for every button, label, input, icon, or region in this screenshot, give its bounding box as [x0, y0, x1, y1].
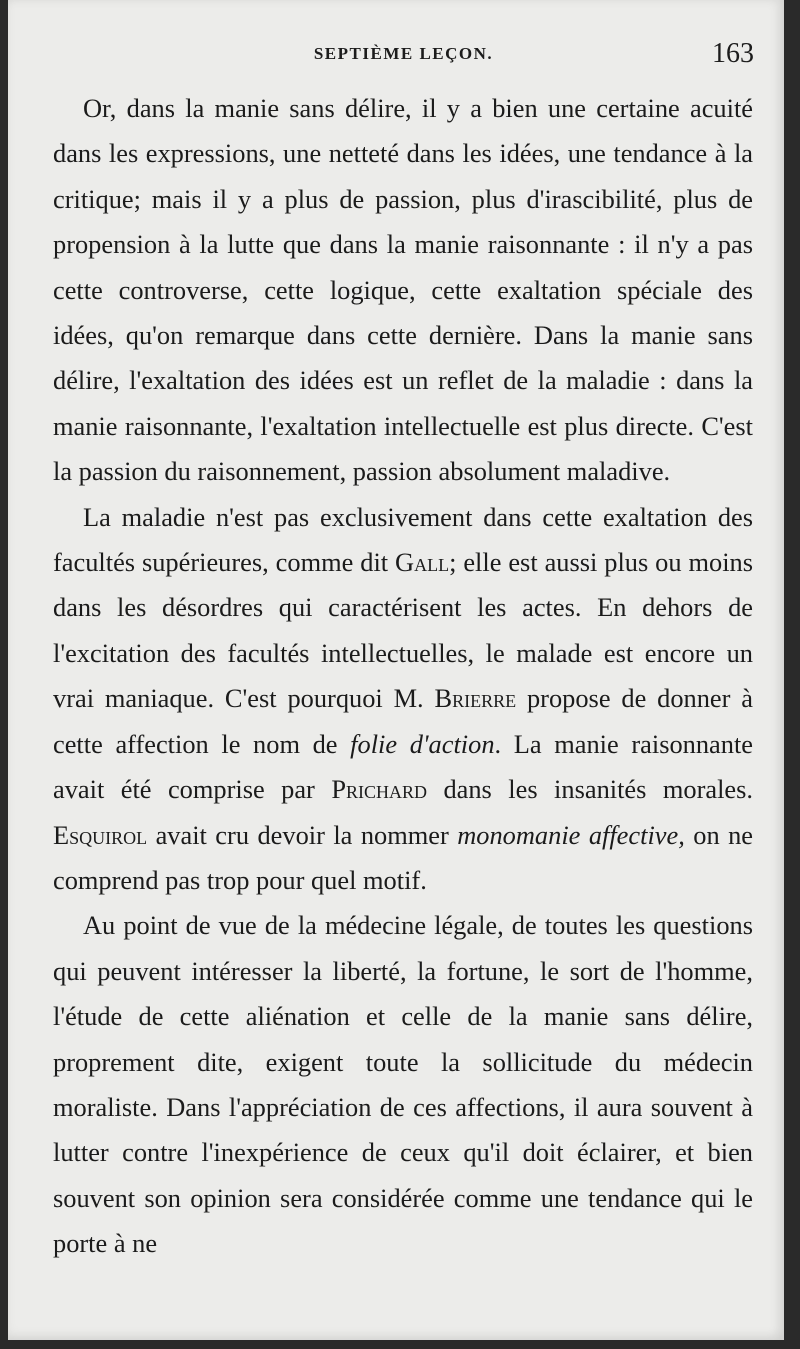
text-segment: Or, dans la manie sans délire, il y a bien une certaine acuité dans les expressions, une netteté dans les idées, une tendance à la critique; mais il y a plus de passion, plus d'irascibilité, plus de propension à la lutte que dans la manie raisonnante : il n'y a pas cette controverse, cette logique, cette exaltation spéciale des idées, qu'on remarque dans cette dernière. Dans la manie sans délire, l'exaltation des idées est un reflet de la maladie : dans la manie raisonnante, l'exaltation intellectuelle est plus directe. C'est la passion du raisonnement, passion absolument maladive. — [53, 93, 753, 487]
text-segment: ; elle est aussi plus ou moins dans les désordres qui caractérisent les actes. En dehors de l'excitation des facultés intellectuelles, le malade est encore un vrai maniaque. C'est pourquoi M. — [53, 547, 753, 714]
book-page — [8, 0, 784, 1340]
emphasis-monomanie-affective: monomanie affective, — [457, 819, 685, 850]
paragraph-3 — [53, 903, 753, 1266]
author-name-esquirol: Esquirol — [53, 819, 148, 850]
text-segment: . La manie raisonnante avait été comprise par — [53, 728, 754, 805]
text-segment: dans les insanités morales. — [427, 774, 754, 805]
page-header — [53, 38, 754, 82]
text-segment: avait cru devoir la nommer — [147, 819, 458, 850]
emphasis-folie-d-action: folie d'action — [350, 728, 495, 759]
text-segment: propose de donner à cette affection le nom de — [53, 683, 753, 759]
author-name-gall: Gall — [395, 547, 450, 578]
body-text — [53, 86, 753, 1267]
text-segment: La maladie n'est pas exclusivement dans cette exaltation des facultés supérieures, comme dit — [53, 501, 753, 578]
author-name-prichard: Prichard — [331, 774, 427, 805]
author-name-brierre: Brierre — [434, 683, 517, 714]
page-number: 163 — [712, 38, 754, 69]
paragraph-1 — [53, 86, 753, 495]
text-segment: Au point de vue de la médecine légale, de toutes les questions qui peuvent intéresser la liberté, la fortune, le sort de l'homme, l'étude de cette aliénation et celle de la manie sans délire, proprement dite, exigent toute la sollicitude du médecin moraliste. Dans l'appréciation de ces affections, il aura souvent à lutter contre l'inexpérience de ceux qu'il doit éclairer, et bien souvent son opinion sera considérée comme une tendance qui le porte à ne — [53, 910, 753, 1259]
running-head: SEPTIÈME LEÇON. — [313, 44, 494, 63]
paragraph-2 — [53, 495, 753, 904]
text-segment: on ne comprend pas trop pour quel motif. — [53, 819, 754, 895]
